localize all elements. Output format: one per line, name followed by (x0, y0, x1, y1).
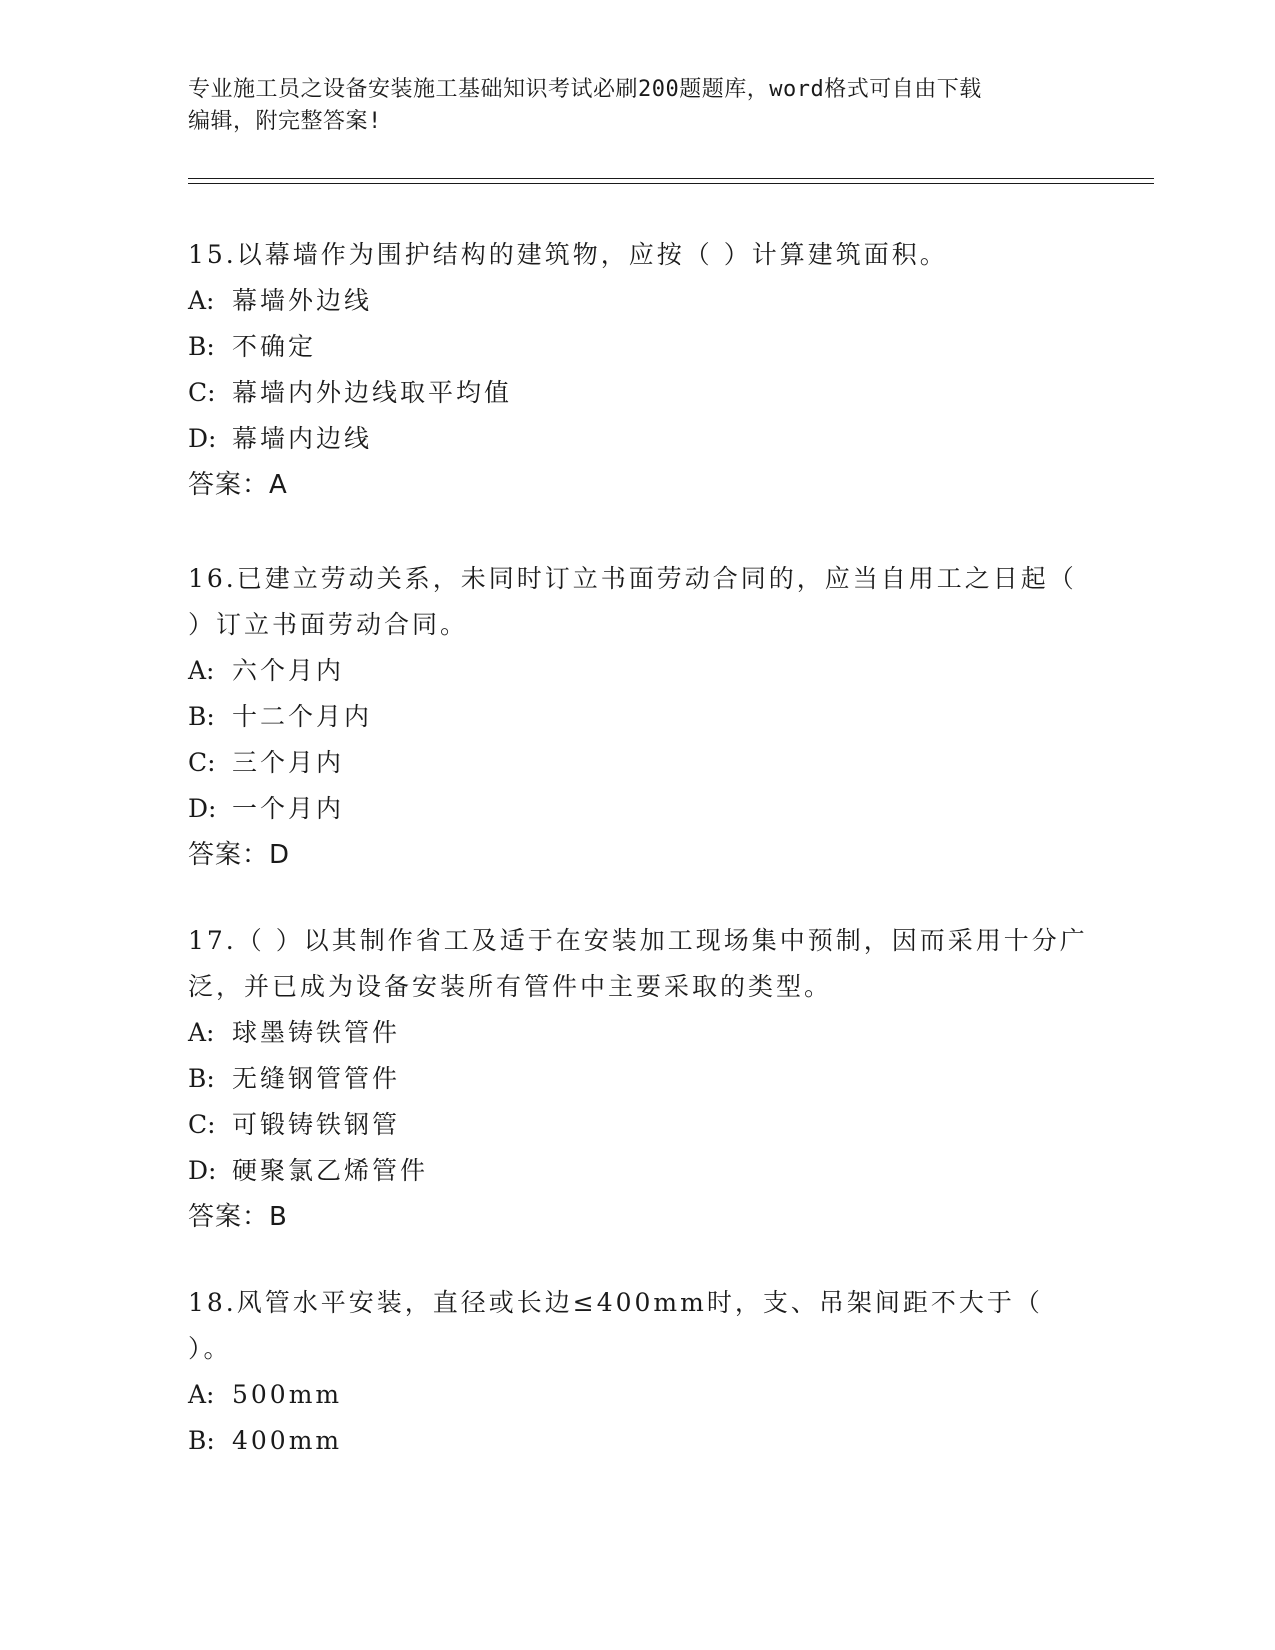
option-d (188, 1148, 1088, 1194)
option-key: C: (188, 378, 216, 407)
option-text: 球墨铸铁管件 (232, 1018, 401, 1047)
option-a (188, 648, 1088, 694)
answer-line: 答案：D (188, 840, 291, 870)
question-stem: 16.已建立劳动关系，未同时订立书面劳动合同的，应当自用工之日起（ ）订立书面劳动合同。 (188, 564, 1077, 639)
option-d (188, 416, 1088, 462)
document-header (188, 74, 1088, 138)
option-d (188, 786, 1088, 832)
option-key: B: (188, 332, 215, 361)
question-stem: 18.风管水平安装，直径或长边≤400mm时，支、吊架间距不大于（ ）。 (188, 1288, 1043, 1363)
option-key: B: (188, 1064, 215, 1093)
option-text: 十二个月内 (232, 702, 373, 731)
option-a (188, 1010, 1088, 1056)
option-b (188, 324, 1088, 370)
option-key: A: (188, 286, 215, 315)
option-key: D: (188, 1156, 217, 1185)
option-b (188, 1056, 1088, 1102)
answer-line: 答案：B (188, 1202, 288, 1232)
option-a (188, 278, 1088, 324)
option-text: 三个月内 (232, 748, 345, 777)
question-stem: 17.（ ）以其制作省工及适于在安装加工现场集中预制，因而采用十分广泛，并已成为设备安装所有管件中主要采取的类型。 (188, 926, 1088, 1001)
question-16 (188, 556, 1088, 878)
question-stem: 15.以幕墙作为围护结构的建筑物，应按（ ）计算建筑面积。 (188, 240, 948, 269)
option-text: 幕墙内边线 (232, 424, 373, 453)
question-17 (188, 918, 1088, 1240)
option-text: 500mm (232, 1380, 343, 1409)
option-key: B: (188, 1426, 215, 1455)
option-text: 六个月内 (232, 656, 345, 685)
option-c (188, 1102, 1088, 1148)
question-18 (188, 1280, 1088, 1464)
option-key: A: (188, 1018, 215, 1047)
option-text: 一个月内 (232, 794, 345, 823)
option-key: C: (188, 748, 216, 777)
option-text: 400mm (232, 1426, 343, 1455)
header-divider-top (188, 178, 1154, 179)
answer-line: 答案：A (188, 470, 288, 500)
question-15 (188, 232, 1088, 508)
option-c (188, 370, 1088, 416)
option-a (188, 1372, 1088, 1418)
option-key: C: (188, 1110, 216, 1139)
option-text: 幕墙外边线 (232, 286, 373, 315)
option-key: B: (188, 702, 215, 731)
option-b (188, 1418, 1088, 1464)
option-text: 幕墙内外边线取平均值 (232, 378, 513, 407)
option-text: 不确定 (232, 332, 317, 361)
option-b (188, 694, 1088, 740)
option-key: D: (188, 424, 217, 453)
header-title-line-2: 编辑，附完整答案! (188, 109, 382, 134)
option-text: 硬聚氯乙烯管件 (232, 1156, 429, 1185)
option-c (188, 740, 1088, 786)
option-key: A: (188, 1380, 215, 1409)
option-key: D: (188, 794, 217, 823)
option-text: 可锻铸铁钢管 (232, 1110, 401, 1139)
header-divider-bottom (188, 183, 1154, 184)
option-text: 无缝钢管管件 (232, 1064, 401, 1093)
option-key: A: (188, 656, 215, 685)
header-title-line-1: 专业施工员之设备安装施工基础知识考试必刷200题题库，word格式可自由下载 (188, 77, 982, 102)
